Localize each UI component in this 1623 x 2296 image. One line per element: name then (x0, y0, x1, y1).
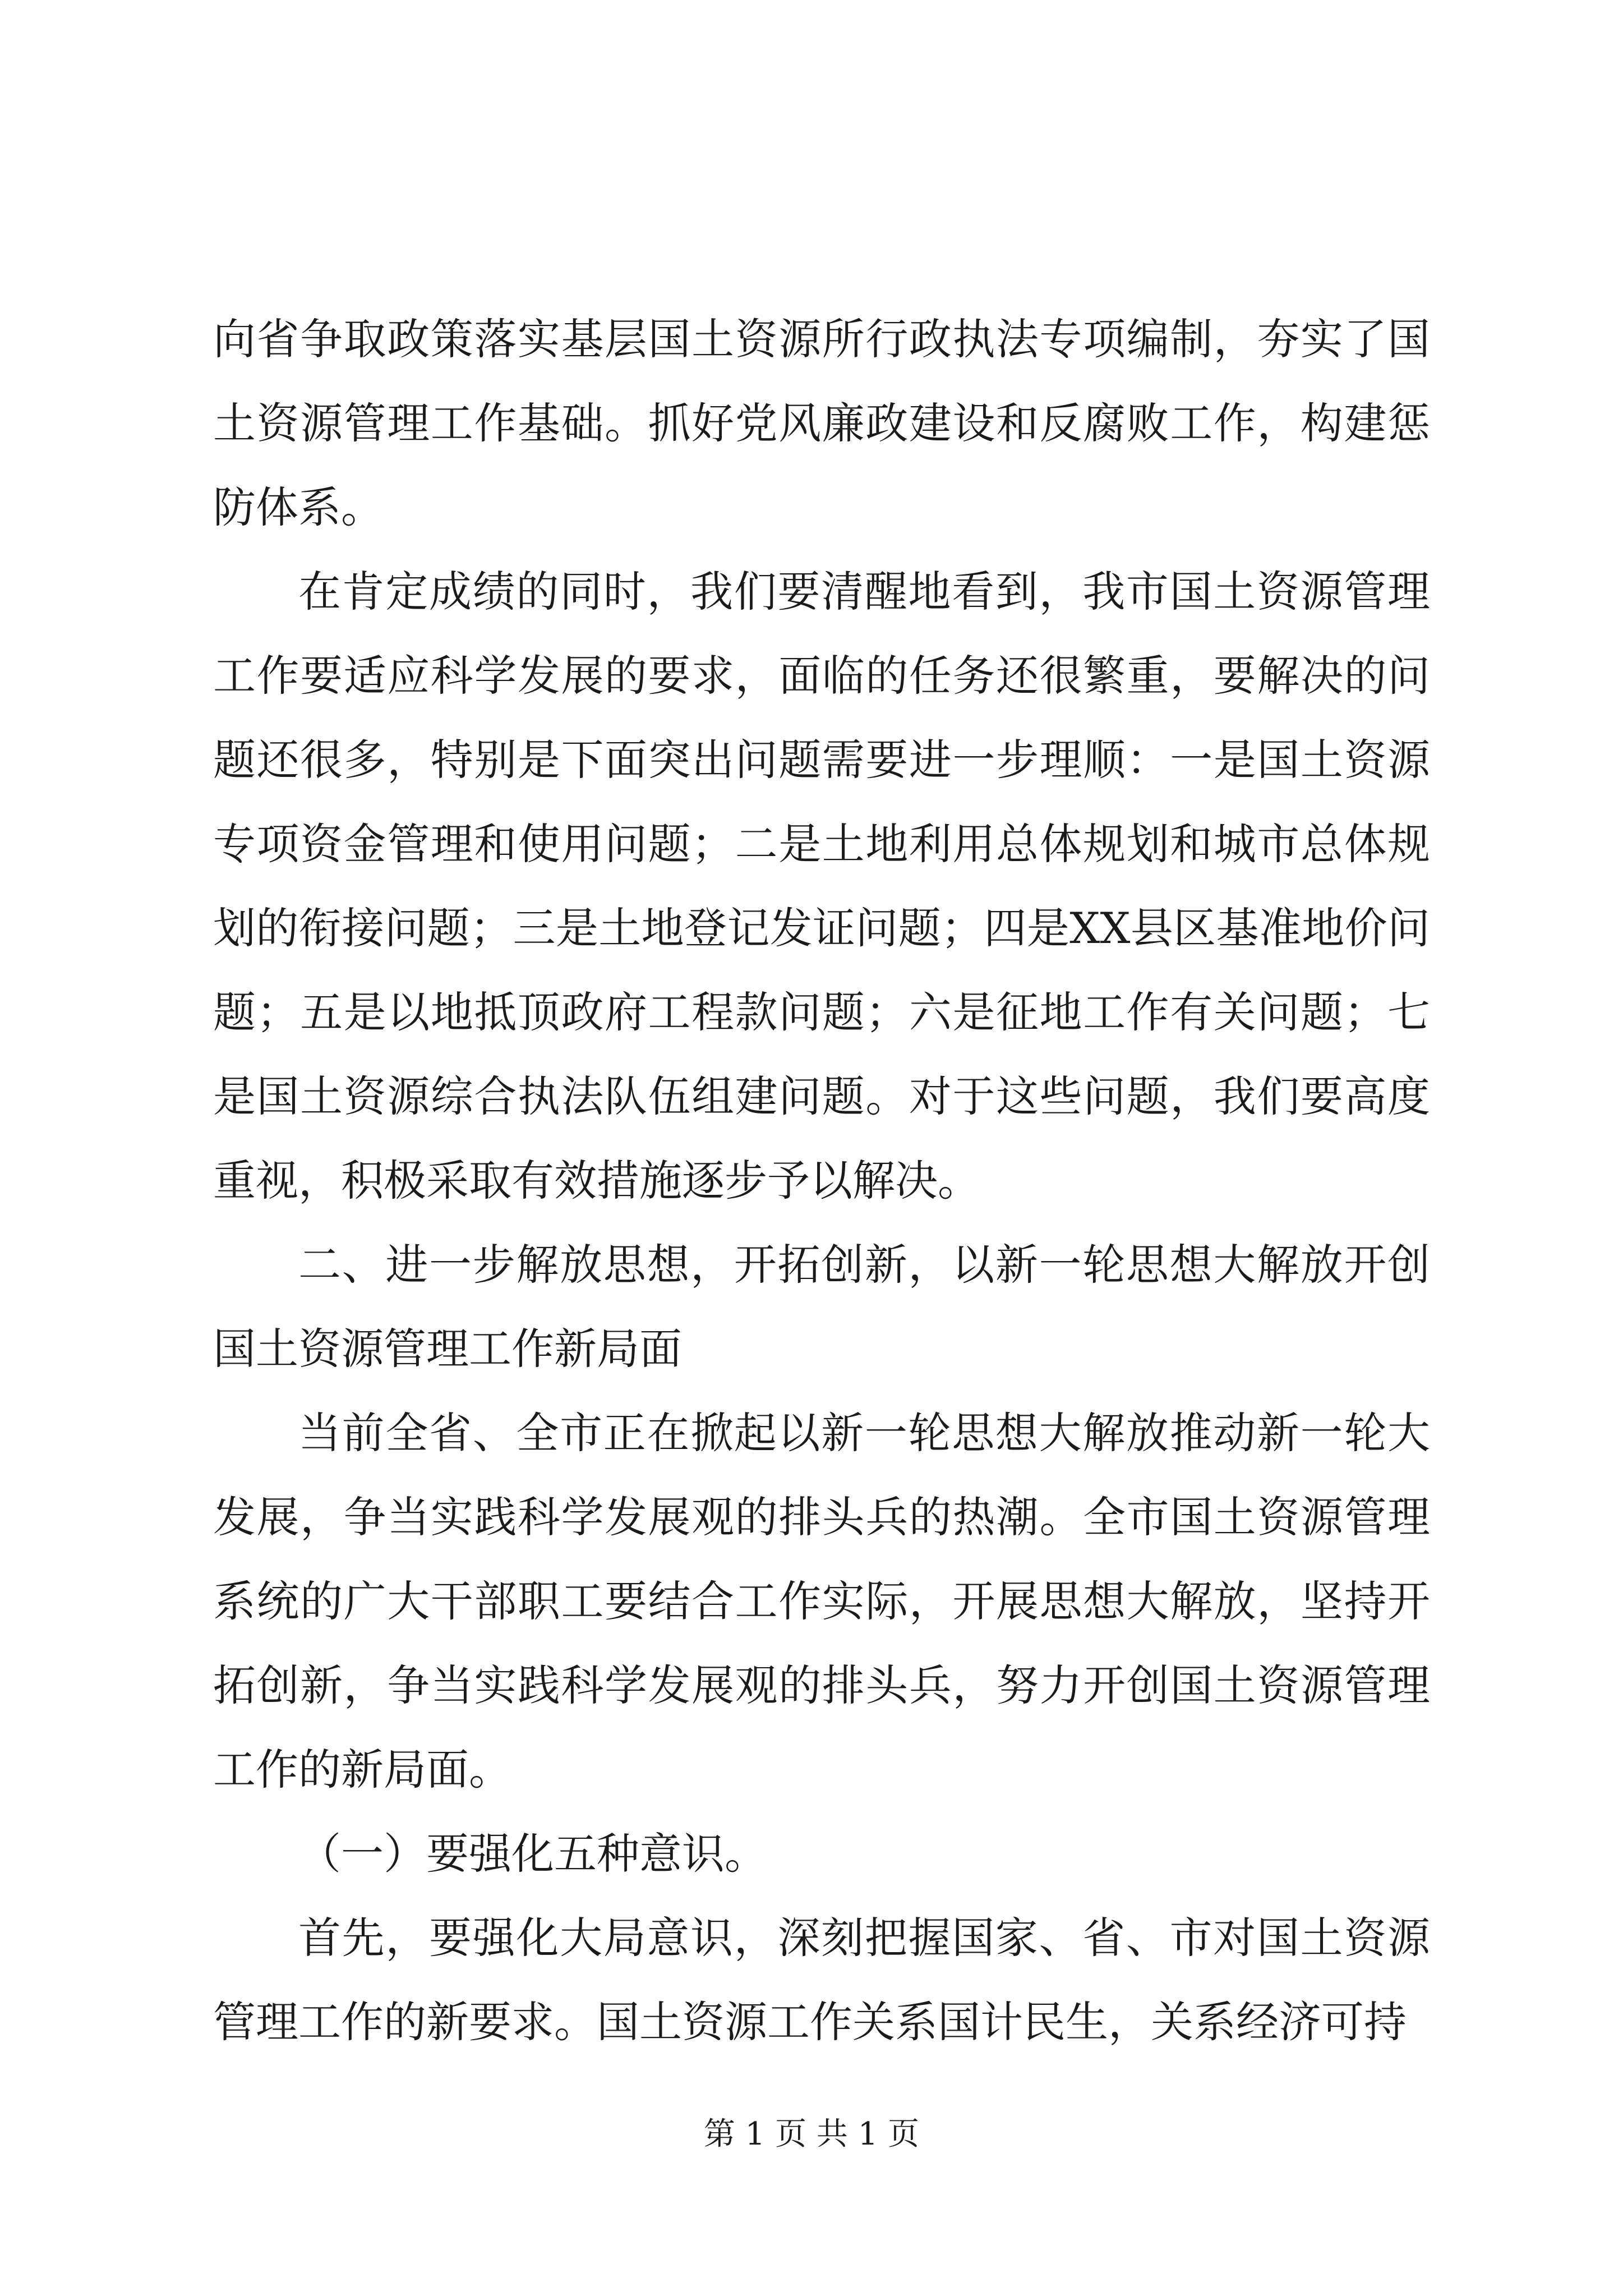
paragraph-2: 在肯定成绩的同时，我们要清醒地看到，我市国土资源管理工作要适应科学发展的要求，面临的任务还很繁重，要解决的问题还很多，特别是下面突出问题需要进一步理顺：一是国土资源专项资金管理和使用问题；二是土地利用总体规划和城市总体规划的衔接问题；三是土地登记发证问题；四是XX县区基准地价问题；五是以地抵顶政府工程款问题；六是征地工作有关问题；七是国土资源综合执法队伍组建问题。对于这些问题，我们要高度重视，积极采取有效措施逐步予以解决。 (213, 567, 1430, 1205)
paragraph-4: 首先，要强化大局意识，深刻把握国家、省、市对国土资源管理工作的新要求。国土资源工作关系国计民生，关系经济可持 (213, 1913, 1430, 2047)
paragraph-3: 当前全省、全市正在掀起以新一轮思想大解放推动新一轮大发展，争当实践科学发展观的排头兵的热潮。全市国土资源管理系统的广大干部职工要结合工作实际，开展思想大解放，坚持开拓创新，争当实践科学发展观的排头兵，努力开创国土资源管理工作的新局面。 (213, 1408, 1430, 1795)
subsection-heading: （一）要强化五种意识。 (298, 1829, 767, 1879)
paragraph-1: 向省争取政策落实基层国土资源所行政执法专项编制，夯实了国土资源管理工作基础。抓好党风廉政建设和反腐败工作，构建惩防体系。 (213, 314, 1430, 532)
document-body (213, 297, 1430, 2064)
section-heading: 二、进一步解放思想，开拓创新，以新一轮思想大解放开创国土资源管理工作新局面 (213, 1240, 1430, 1374)
page-number-footer: 第 1 页 共 1 页 (703, 2116, 920, 2152)
